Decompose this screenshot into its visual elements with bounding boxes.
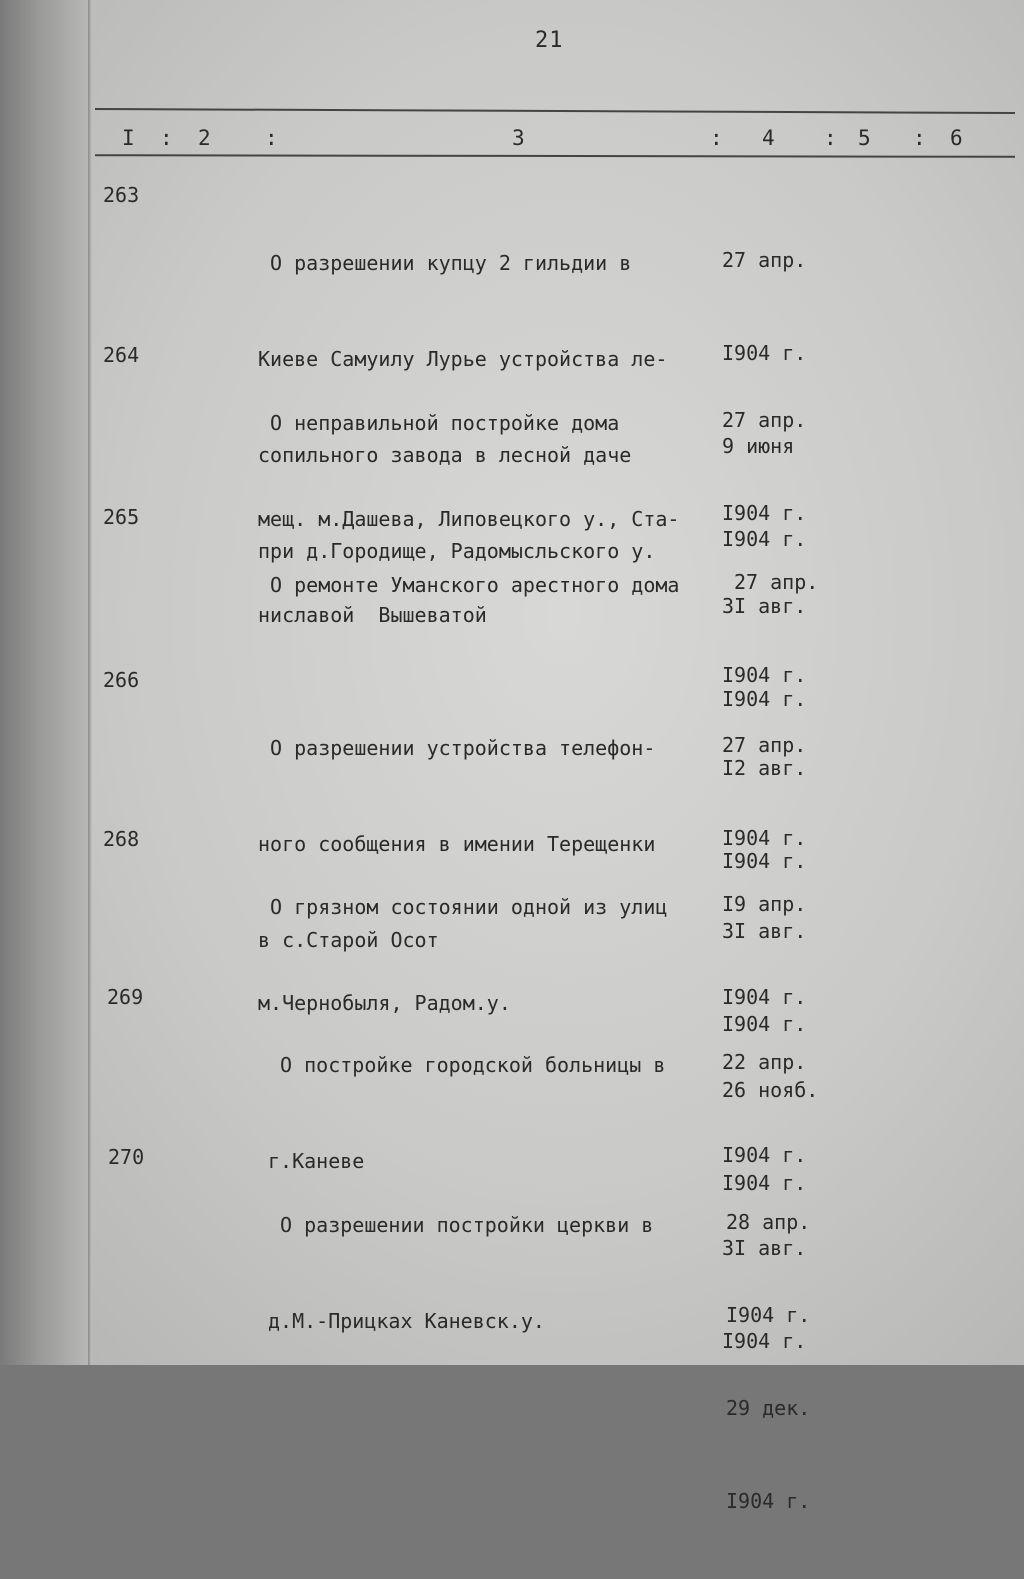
date-line: 27 апр. [722, 733, 807, 757]
date-line: 27 апр. [722, 248, 807, 272]
date-line: 9 июня [722, 434, 795, 458]
entry-number: 266 [103, 668, 140, 692]
column-header-5: 5 [858, 126, 871, 150]
date-line: I904 г. [722, 501, 807, 525]
column-separator: : [710, 126, 723, 150]
date-line: I9 апр. [722, 892, 807, 916]
description-line: мещ. м.Дашева, Липовецкого у., Ста- [258, 507, 680, 531]
description-line: д.М.-Прицках Каневск.у. [268, 1309, 545, 1333]
entry-dates [726, 1145, 810, 1579]
date-line: 29 дек. [726, 1396, 811, 1420]
entry-number: 265 [103, 505, 140, 529]
description-line: при д.Городище, Радомысльского у. [258, 539, 656, 563]
column-separator: : [913, 126, 926, 150]
description-line: Киеве Самуилу Лурье устройства ле- [258, 347, 668, 371]
entry-number: 270 [108, 1145, 145, 1169]
description-line: ного сообщения в имении Терещенки [258, 832, 656, 856]
description-line: сопильного завода в лесной даче [258, 443, 632, 467]
entry-number: 264 [103, 343, 140, 367]
entry-number: 269 [107, 985, 144, 1009]
entry-number: 263 [103, 183, 140, 207]
date-line: I904 г. [722, 826, 807, 850]
description-line: О разрешении купцу 2 гильдии в [258, 251, 632, 275]
description-line: О разрешении устройства телефон- [258, 736, 656, 760]
page-number: 21 [535, 28, 564, 53]
date-line: I904 г. [722, 1329, 807, 1353]
entry-number: 268 [103, 827, 140, 851]
date-line: I904 г. [722, 985, 807, 1009]
date-line: I904 г. [722, 687, 807, 711]
column-header-1: I [122, 126, 135, 150]
column-separator: : [824, 126, 837, 150]
page-fold [88, 0, 92, 1365]
column-header-4: 4 [762, 126, 775, 150]
description-line: г.Каневе [268, 1149, 365, 1173]
date-line: I904 г. [722, 1012, 807, 1036]
date-line: 3I авг. [722, 1236, 807, 1260]
description-line: О постройке городской больницы в [268, 1053, 666, 1077]
date-line: 26 нояб. [722, 1078, 819, 1102]
description-line: О грязном состоянии одной из улиц [258, 895, 668, 919]
date-line: I904 г. [726, 1303, 811, 1327]
description-line: О разрешении постройки церкви в [268, 1213, 654, 1237]
date-line: I904 г. [722, 1143, 807, 1167]
column-separator: : [160, 126, 173, 150]
page-edge-shadow [0, 0, 90, 1365]
date-line: 3I авг. [722, 594, 807, 618]
description-line: в с.Старой Осот [258, 928, 439, 952]
header-rule-top [95, 108, 1015, 114]
column-header-3: 3 [512, 126, 525, 150]
date-line: I904 г. [722, 849, 807, 873]
date-line: I904 г. [722, 1171, 807, 1195]
description-line: О неправильной постройке дома [258, 411, 620, 435]
date-line: I904 г. [722, 341, 807, 365]
date-line: I904 г. [726, 1489, 811, 1513]
description-line: О ремонте Уманского арестного дома [258, 573, 680, 597]
header-rule-bottom [95, 154, 1015, 158]
date-line: 28 апр. [726, 1210, 811, 1234]
entry-description [258, 505, 718, 665]
description-line: ниславой Вышеватой [258, 603, 487, 627]
date-line: 27 апр. [734, 570, 819, 594]
date-line: I904 г. [722, 663, 807, 687]
column-header-6: 6 [950, 126, 963, 150]
description-line: м.Чернобыля, Радом.у. [258, 991, 511, 1015]
date-line: 22 апр. [722, 1050, 807, 1074]
column-separator: : [265, 126, 278, 150]
date-line: I904 г. [722, 527, 807, 551]
column-header-2: 2 [198, 126, 211, 150]
date-line: 27 апр. [722, 408, 807, 432]
entry-description [268, 1145, 728, 1401]
date-line: 3I авг. [722, 919, 807, 943]
date-line: I2 авг. [722, 756, 807, 780]
